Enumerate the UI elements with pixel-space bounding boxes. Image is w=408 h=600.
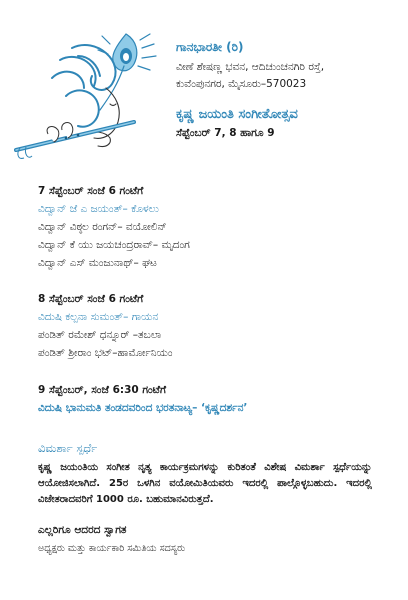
program-lead-artist: ವಿದುಷಿ ಭಾನುಮತಿ ತಂಡದವರಿಂದ ಭರತನಾಟ್ಯ– ‘ಕೃಷ್ಣದರ್ಶನ’ xyxy=(38,402,248,414)
program-heading: 9 ಸೆಪ್ಟೆಂಬರ್, ಸಂಜೆ 6:30 ಗಂಟೆಗೆ xyxy=(38,384,167,396)
address-line-2: ಕುವೆಂಪುನಗರ, ಮೈಸೂರು–570023 xyxy=(176,78,307,90)
program-lead-artist: ವಿದುಷಿ ಕಲ್ಪನಾ ಸುಮಂತ್– ಗಾಯನ xyxy=(38,311,159,323)
program-artist: ವಿದ್ವಾನ್ ಎಸ್ ಮಂಜುನಾಥ್– ಘಟ xyxy=(38,257,157,269)
address-line-1: ವೀಣೆ ಶೇಷಣ್ಣ ಭವನ, ಆದಿಚುಂಚನಗಿರಿ ರಸ್ತೆ, xyxy=(176,61,325,73)
competition-description: ಕೃಷ್ಣ ಜಯಂತಿಯ ಸಂಗೀತ ನೃತ್ಯ ಕಾರ್ಯಕ್ರಮಗಳನ್ನು ಕುರಿತಂತೆ ವಿಶೇಷ ವಿಮರ್ಶಾ ಸ್ಪರ್ಧೆಯನ್ನು ಆಯೋಜಿಸಲಾಗಿದೆ. 25ರ ಒಳಗಿನ ವಯೋಮಿತಿಯವರು ಇದರಲ್ಲಿ ಪಾಲ್ಗೊಳ್ಳಬಹುದು. ಇದರಲ್ಲಿ ವಿಜೇತರಾದವರಿಗೆ 1000 ರೂ. ಬಹುಮಾನವಿರುತ್ತದೆ. xyxy=(38,462,372,505)
program-day-2 xyxy=(38,290,378,362)
competition-title: ವಿಮರ್ಶಾ ಸ್ಪರ್ಧೆ xyxy=(38,441,98,455)
organization-name: ಗಾನಭಾರತೀ (ರಿ) xyxy=(176,40,244,54)
program-lead-artist: ವಿದ್ವಾನ್ ಜೆ ಎ ಜಯಂತ್– ಕೊಳಲು xyxy=(38,203,159,215)
organizers-signature: ಅಧ್ಯಕ್ಷರು ಮತ್ತು ಕಾರ್ಯಕಾರಿ ಸಮಿತಿಯ ಸದಸ್ಯರು xyxy=(38,543,186,554)
program-heading: 8 ಸೆಪ್ಟೆಂಬರ್ ಸಂಜೆ 6 ಗಂಟೆಗೆ xyxy=(38,293,144,305)
program-artist: ವಿದ್ವಾನ್ ವಿಠ್ಠಲ ರಂಗನ್– ವಯೋಲಿನ್ xyxy=(38,221,167,233)
event-dates: ಸೆಪ್ಟೆಂಬರ್ 7, 8 ಹಾಗೂ 9 xyxy=(176,127,275,139)
program-day-3 xyxy=(38,381,378,417)
program-artist: ಪಂಡಿತ್ ಶ್ರೀರಾಂ ಭಟ್–ಹಾರ್ಮೋನಿಯಂ xyxy=(38,347,173,359)
event-title: ಕೃಷ್ಣ ಜಯಂತಿ ಸಂಗೀತೋತ್ಸವ xyxy=(176,107,298,122)
program-artist: ವಿದ್ವಾನ್ ಕೆ ಯು ಜಯಚಂದ್ರರಾವ್– ಮೃದಂಗ xyxy=(38,239,190,251)
program-day-1 xyxy=(38,182,378,272)
program-heading: 7 ಸೆಪ್ಟೆಂಬರ್ ಸಂಜೆ 6 ಗಂಟೆಗೆ xyxy=(38,185,144,197)
program-artist: ಪಂಡಿತ್ ರಮೇಶ್ ಧನ್ನೂರ್ –ತಬಲಾ xyxy=(38,329,162,341)
krishna-flute-illustration-icon xyxy=(14,26,160,162)
welcome-note: ಎಲ್ಲರಿಗೂ ಆದರದ ಸ್ವಾಗತ xyxy=(38,524,127,536)
